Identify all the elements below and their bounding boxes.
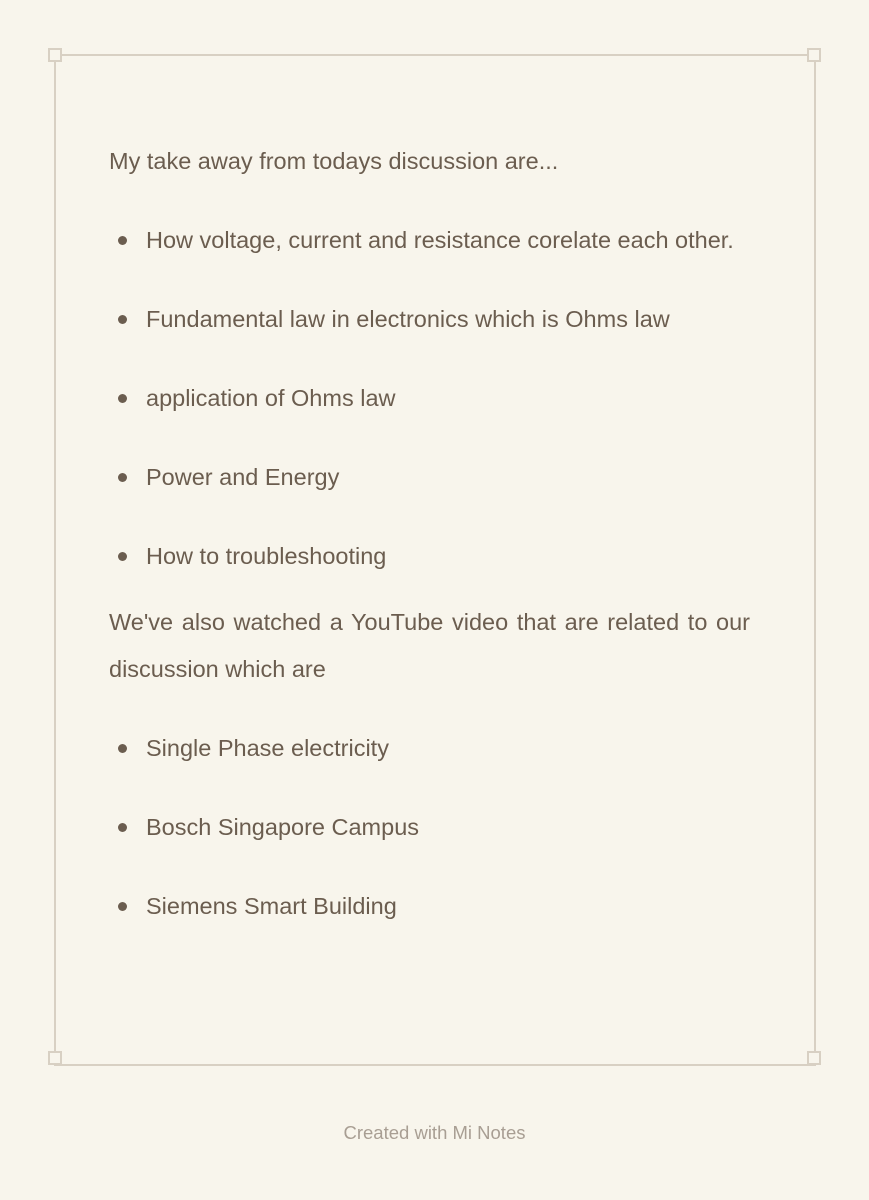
bullet-icon bbox=[118, 823, 127, 832]
takeaway-list bbox=[109, 217, 750, 580]
frame-corner-top-left bbox=[48, 48, 62, 62]
list-item-text: application of Ohms law bbox=[146, 385, 396, 411]
note-body bbox=[109, 138, 750, 930]
list-item bbox=[109, 533, 750, 580]
bullet-icon bbox=[118, 552, 127, 561]
list-item bbox=[109, 883, 750, 930]
bullet-icon bbox=[118, 236, 127, 245]
footer-caption: Created with Mi Notes bbox=[343, 1122, 526, 1143]
list-item-text: How to troubleshooting bbox=[146, 543, 387, 569]
video-list bbox=[109, 725, 750, 930]
frame-corner-bottom-left bbox=[48, 1051, 62, 1065]
bullet-icon bbox=[118, 394, 127, 403]
list-item bbox=[109, 375, 750, 422]
list-item-text: Power and Energy bbox=[146, 464, 340, 490]
list-item bbox=[109, 804, 750, 851]
list-item-text: How voltage, current and resistance corelate each other. bbox=[146, 227, 734, 253]
list-item bbox=[109, 296, 750, 343]
list-item-text: Bosch Singapore Campus bbox=[146, 814, 420, 840]
frame-corner-top-right bbox=[807, 48, 821, 62]
intro-paragraph: My take away from todays discussion are... bbox=[109, 148, 559, 174]
frame-corner-bottom-right bbox=[807, 1051, 821, 1065]
bullet-icon bbox=[118, 902, 127, 911]
bullet-icon bbox=[118, 744, 127, 753]
list-item-text: Single Phase electricity bbox=[146, 735, 389, 761]
list-item-text: Siemens Smart Building bbox=[146, 893, 397, 919]
bullet-icon bbox=[118, 315, 127, 324]
list-item bbox=[109, 725, 750, 772]
list-item bbox=[109, 217, 750, 264]
videos-paragraph: We've also watched a YouTube video that are related to our discussion which are bbox=[109, 609, 750, 682]
bullet-icon bbox=[118, 473, 127, 482]
list-item bbox=[109, 454, 750, 501]
list-item-text: Fundamental law in electronics which is Ohms law bbox=[146, 306, 670, 332]
